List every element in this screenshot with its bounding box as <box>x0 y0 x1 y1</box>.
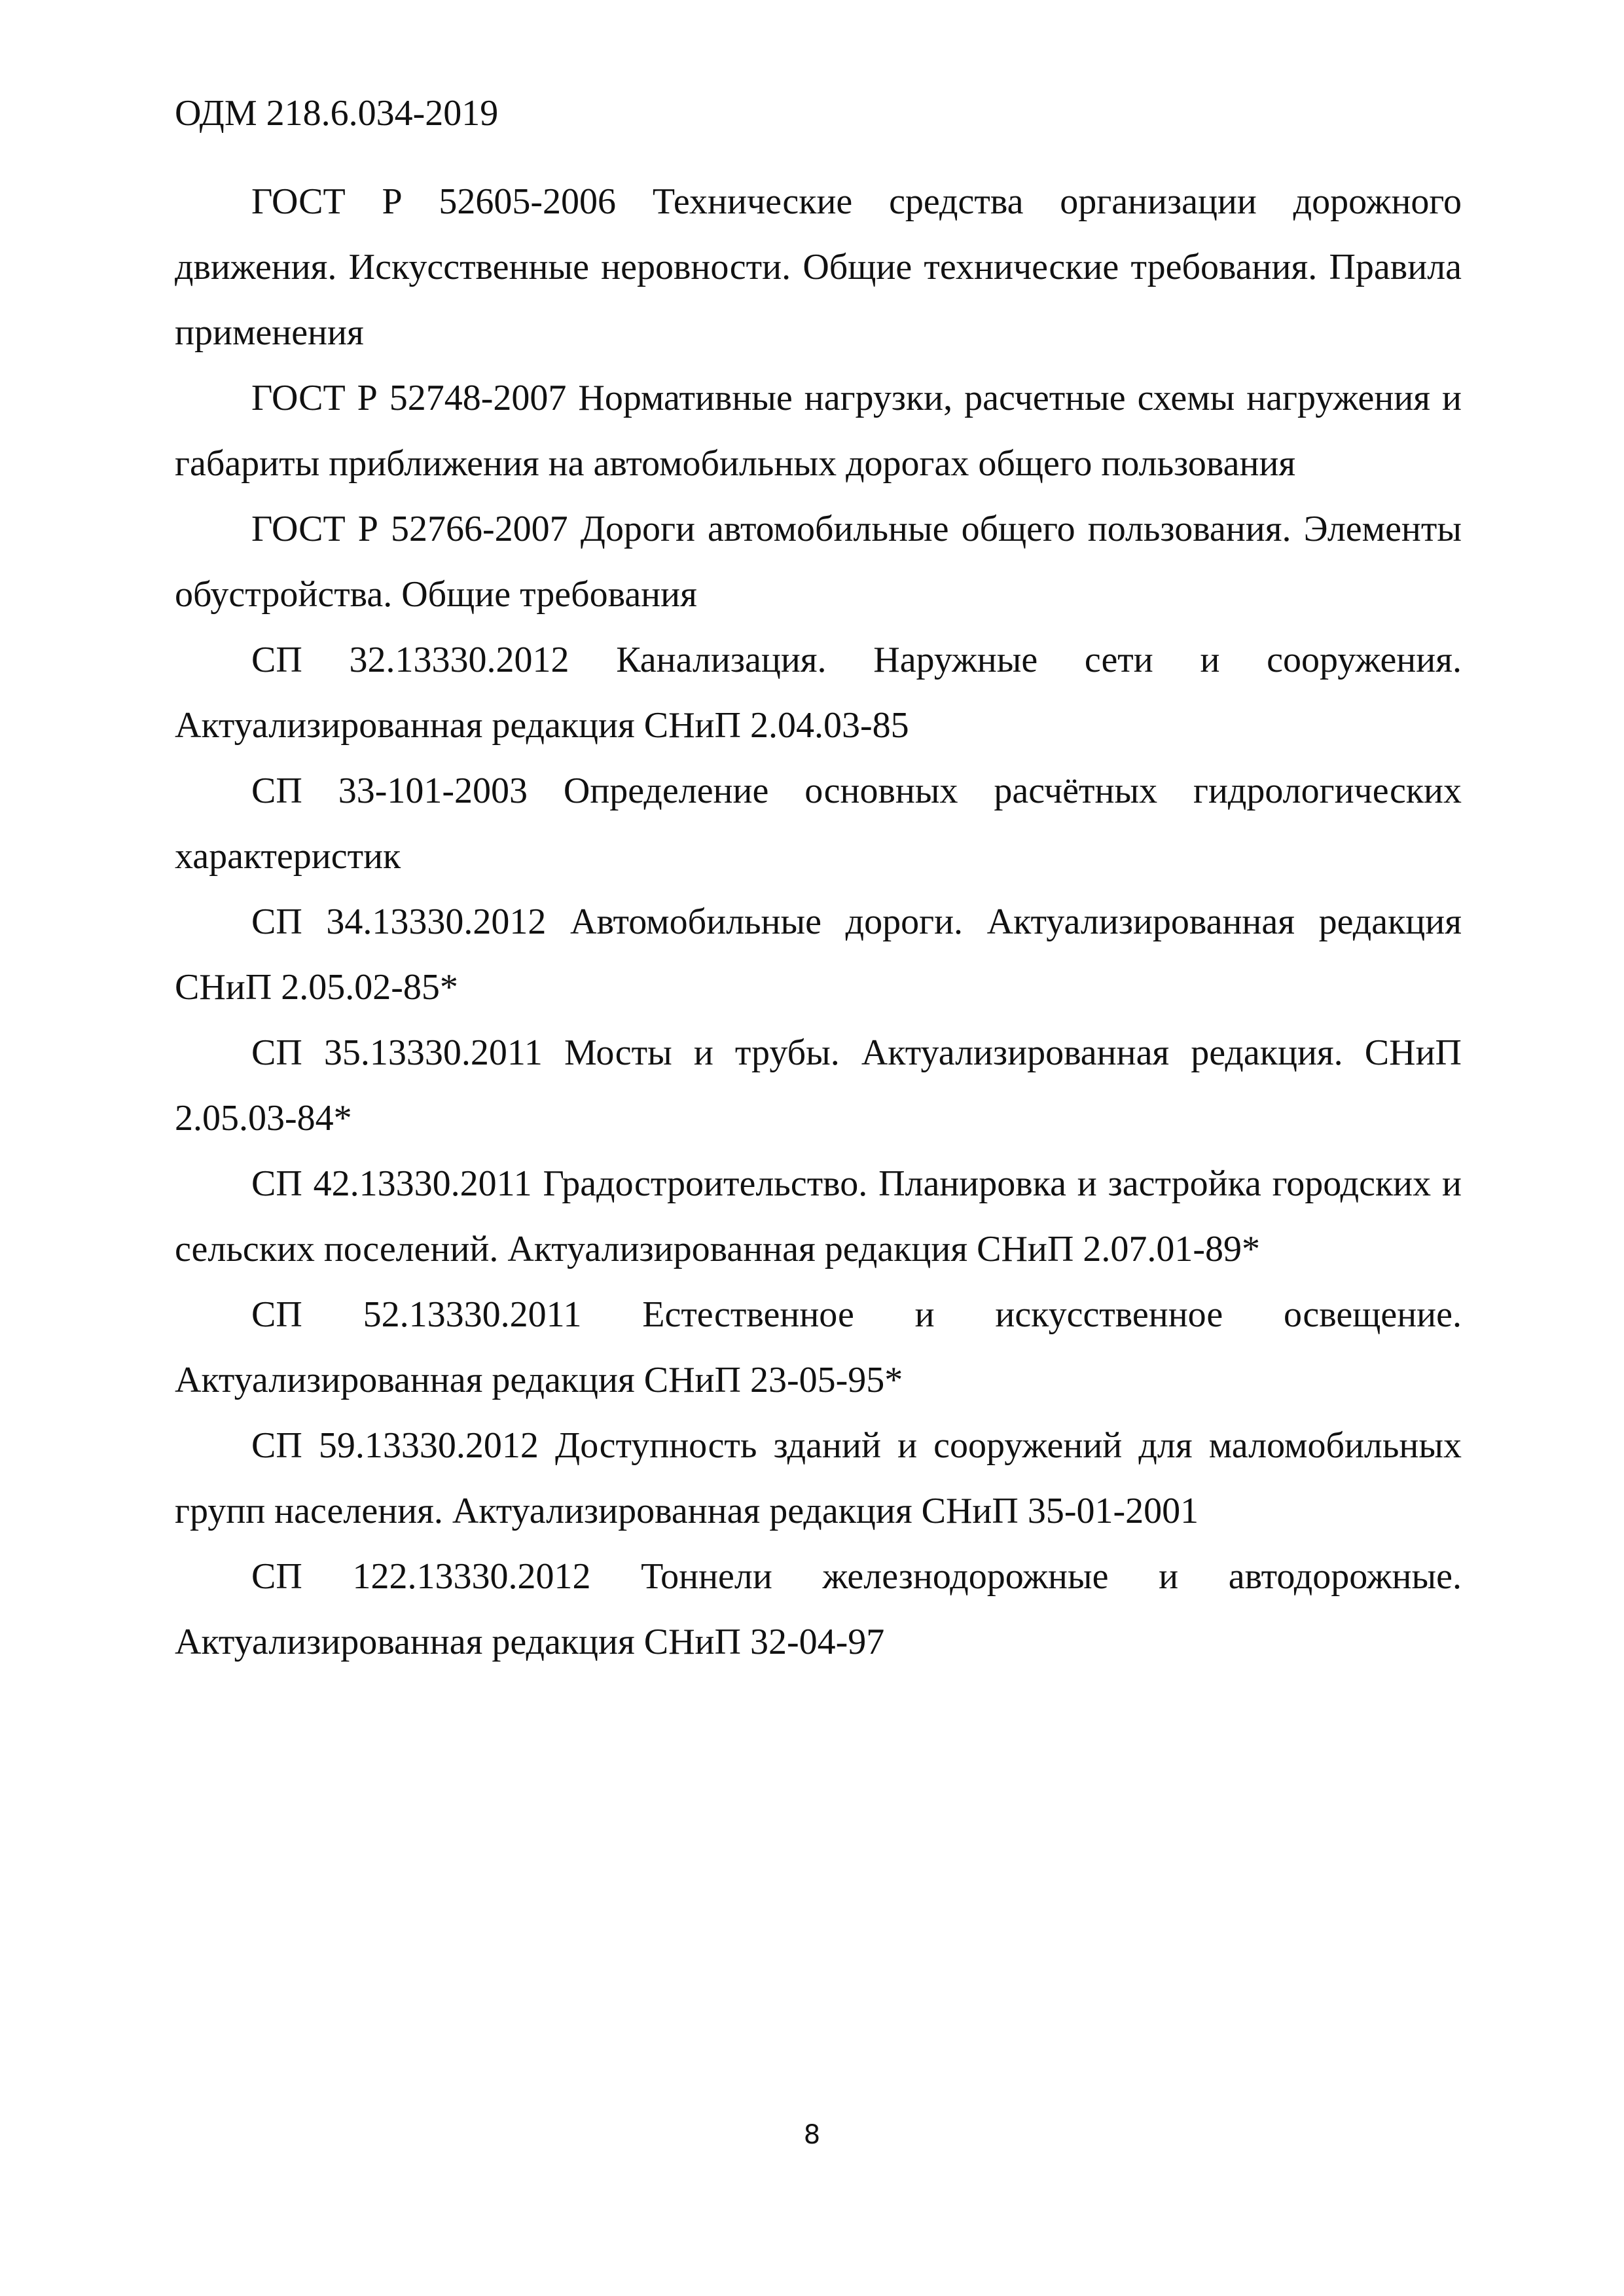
document-code-header: ОДМ 218.6.034-2019 <box>175 93 499 134</box>
reference-sp-42-13330-2011: СП 42.13330.2011 Градостроительство. Планировка и застройка городских и сельских поселений. Актуализированная редакция СНиП 2.07.01-89* <box>175 1163 1462 1269</box>
reference-sp-34-13330-2012: СП 34.13330.2012 Автомобильные дороги. Актуализированная редакция СНиП 2.05.02-85* <box>175 902 1462 1008</box>
reference-gost-r-52605-2006: ГОСТ Р 52605-2006 Технические средства организации дорожного движения. Искусственные неровности. Общие технические требования. Правила применения <box>175 181 1462 353</box>
page-number: 8 <box>803 2120 821 2150</box>
normative-references-list <box>175 169 1462 1675</box>
reference-sp-122-13330-2012: СП 122.13330.2012 Тоннели железнодорожные и автодорожные. Актуализированная редакция СНиП 32-04-97 <box>175 1556 1462 1662</box>
reference-sp-32-13330-2012: СП 32.13330.2012 Канализация. Наружные сети и сооружения. Актуализированная редакция СНиП 2.04.03-85 <box>175 640 1462 746</box>
reference-sp-59-13330-2012: СП 59.13330.2012 Доступность зданий и сооружений для маломобильных групп населения. Актуализированная редакция СНиП 35-01-2001 <box>175 1425 1462 1531</box>
reference-sp-33-101-2003: СП 33-101-2003 Определение основных расчётных гидрологических характеристик <box>175 771 1462 877</box>
reference-gost-r-52748-2007: ГОСТ Р 52748-2007 Нормативные нагрузки, расчетные схемы нагружения и габариты приближения на автомобильных дорогах общего пользования <box>175 378 1462 484</box>
reference-sp-52-13330-2011: СП 52.13330.2011 Естественное и искусственное освещение. Актуализированная редакция СНиП 23-05-95* <box>175 1294 1462 1400</box>
reference-sp-35-13330-2011: СП 35.13330.2011 Мосты и трубы. Актуализированная редакция. СНиП 2.05.03-84* <box>175 1032 1462 1139</box>
reference-gost-r-52766-2007: ГОСТ Р 52766-2007 Дороги автомобильные общего пользования. Элементы обустройства. Общие требования <box>175 509 1462 615</box>
